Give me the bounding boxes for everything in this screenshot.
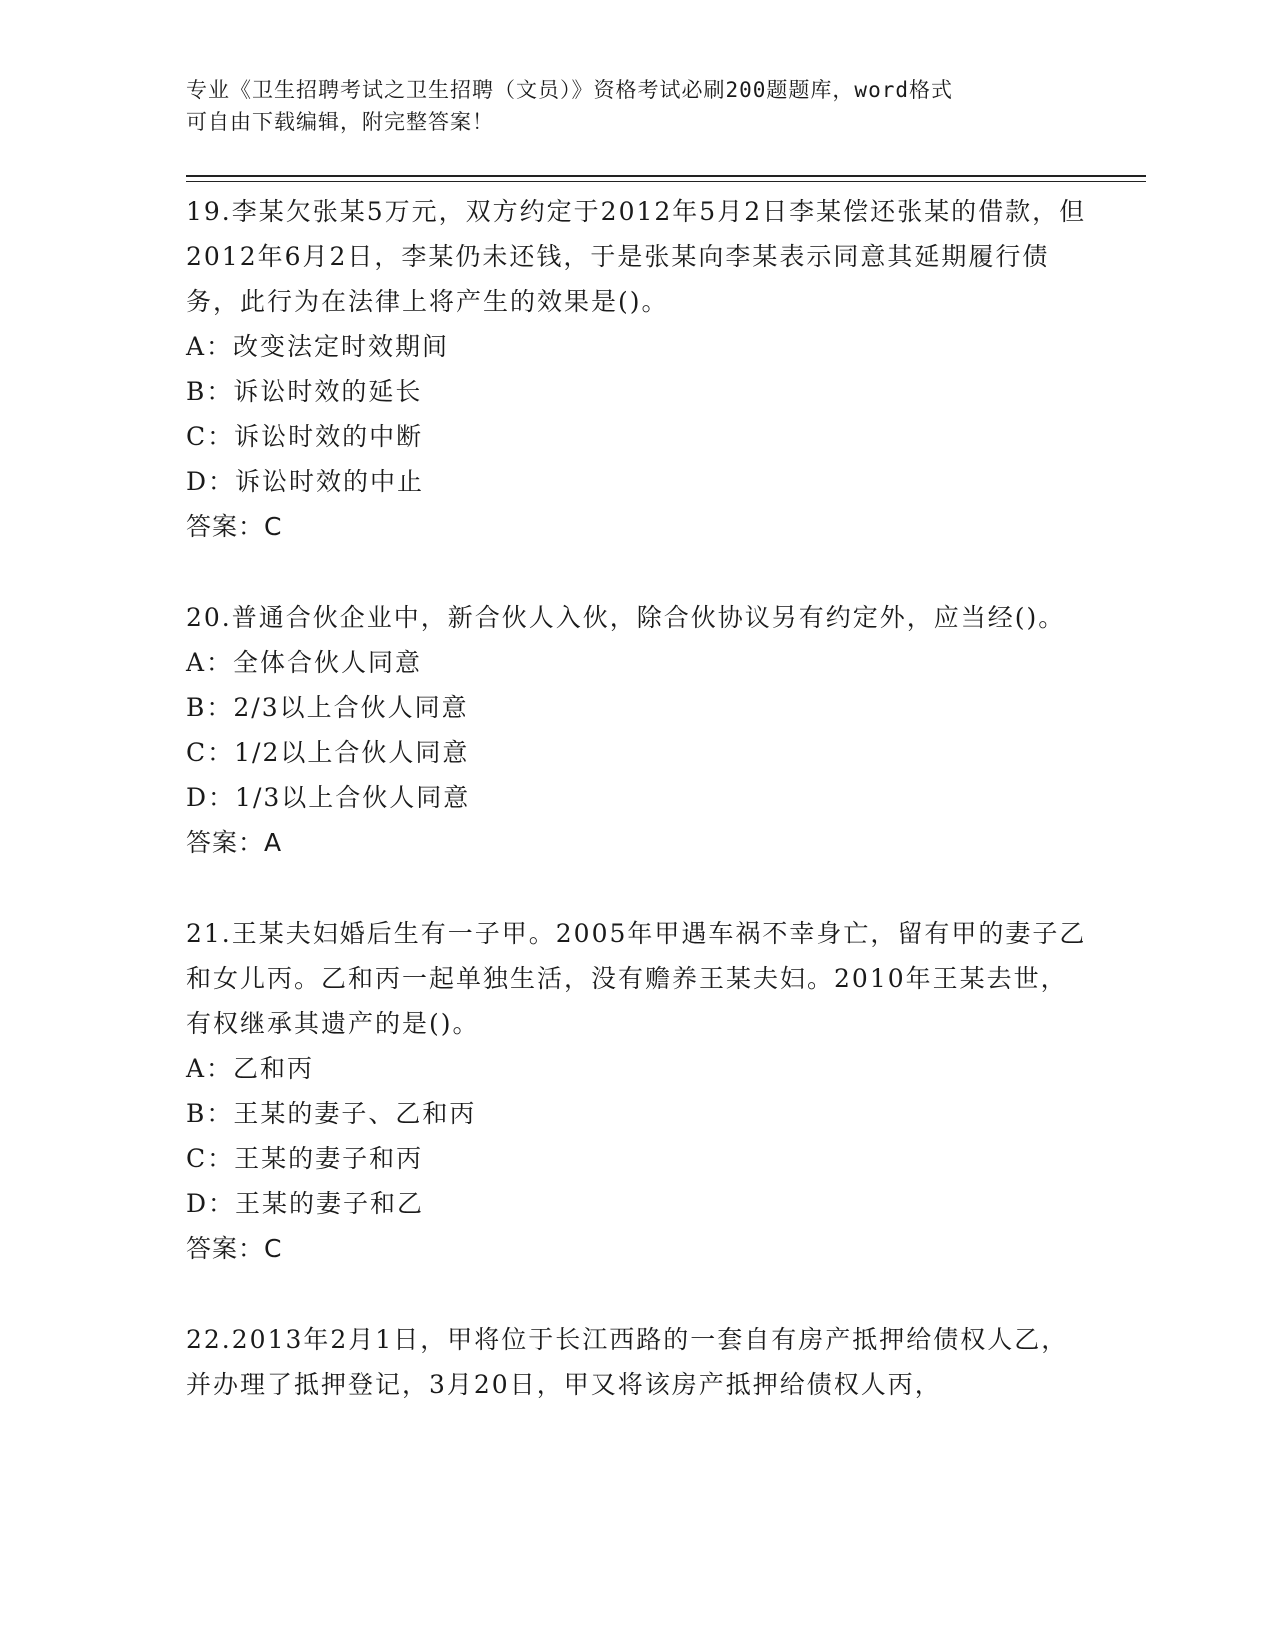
option-b: B：2/3以上合伙人同意 bbox=[186, 693, 469, 722]
answer: 答案：A bbox=[186, 828, 283, 857]
option-d: D：诉讼时效的中止 bbox=[186, 467, 425, 496]
option-c: C：诉讼时效的中断 bbox=[186, 422, 424, 451]
option-a: A：改变法定时效期间 bbox=[186, 332, 450, 361]
question-20 bbox=[186, 595, 1091, 865]
option-d: D：1/3以上合伙人同意 bbox=[186, 783, 471, 812]
answer: 答案：C bbox=[186, 512, 283, 541]
question-19 bbox=[186, 189, 1091, 549]
question-spacer bbox=[186, 1271, 1091, 1317]
question-21 bbox=[186, 911, 1091, 1271]
header-divider-thin bbox=[186, 181, 1146, 182]
option-c: C：王某的妻子和丙 bbox=[186, 1144, 424, 1173]
question-text: 19.李某欠张某5万元，双方约定于2012年5月2日李某偿还张某的借款，但2012年6月2日，李某仍未还钱，于是张某向李某表示同意其延期履行债务，此行为在法律上将产生的效果是()。 bbox=[186, 197, 1087, 316]
question-text: 21.王某夫妇婚后生有一子甲。2005年甲遇车祸不幸身亡，留有甲的妻子乙和女儿丙。乙和丙一起单独生活，没有赡养王某夫妇。2010年王某去世，有权继承其遗产的是()。 bbox=[186, 919, 1087, 1038]
answer: 答案：C bbox=[186, 1234, 283, 1263]
question-22 bbox=[186, 1317, 1091, 1407]
option-a: A：全体合伙人同意 bbox=[186, 648, 423, 677]
option-c: C：1/2以上合伙人同意 bbox=[186, 738, 470, 767]
header-line-2: 可自由下载编辑，附完整答案！ bbox=[186, 110, 494, 134]
question-text: 20.普通合伙企业中，新合伙人入伙，除合伙协议另有约定外，应当经()。 bbox=[186, 603, 1066, 632]
header-divider-thick bbox=[186, 175, 1146, 177]
option-d: D：王某的妻子和乙 bbox=[186, 1189, 425, 1218]
question-spacer bbox=[186, 549, 1091, 595]
option-b: B：王某的妻子、乙和丙 bbox=[186, 1099, 477, 1128]
document-header bbox=[186, 74, 1086, 138]
question-text: 22.2013年2月1日，甲将位于长江西路的一套自有房产抵押给债权人乙，并办理了抵押登记，3月20日，甲又将该房产抵押给债权人丙， bbox=[186, 1325, 1069, 1399]
option-a: A：乙和丙 bbox=[186, 1054, 315, 1083]
question-spacer bbox=[186, 865, 1091, 911]
option-b: B：诉讼时效的延长 bbox=[186, 377, 423, 406]
header-line-1: 专业《卫生招聘考试之卫生招聘（文员）》资格考试必刷200题题库，word格式 bbox=[186, 78, 953, 102]
question-list bbox=[186, 189, 1091, 1407]
